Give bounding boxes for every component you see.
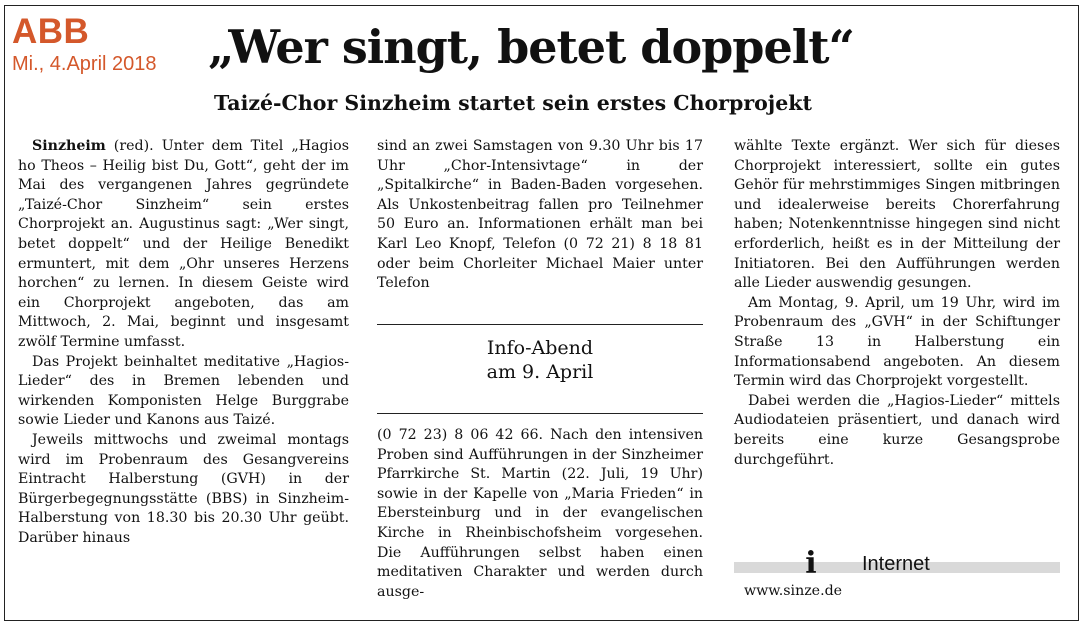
article-column-2-top <box>377 137 703 294</box>
publication-date: Mi., 4.April 2018 <box>12 53 157 75</box>
publication-source <box>12 12 157 76</box>
info-box <box>377 324 703 414</box>
article-column-1 <box>18 137 349 548</box>
paragraph-text: (red). Unter dem Titel „Hagios ho Theos – Heilig bist Du, Gott“, geht der im Mai des vergangenen Jahres gegründete „Taizé-Chor Sinzheim“ sein erstes Chorprojekt an. Augustinus sagt: „Wer singt, betet doppelt“ und der Heilige Benedikt ermuntert, mit dem „Ohr unseres Herzens horchen“ zu lernen. In diesem Geiste wird ein Chorprojekt angeboten, das am Mittwoch, 2. Mai, beginnt und insgesamt zwölf Termine umfasst. <box>18 138 349 350</box>
dateline-place: Sinzheim <box>32 138 106 154</box>
paragraph <box>18 137 349 353</box>
publication-name: ABB <box>12 12 90 51</box>
paragraph: (0 72 23) 8 06 42 66. Nach den intensiven Proben sind Aufführungen in der Sinzheimer Pfarrkirche St. Martin (22. Juli, 19 Uhr) sowie in der Kapelle von „Maria Frieden“ in Ebersteinburg und in der evangelischen Kirche in Rheinbischofsheim vorgesehen. Die Aufführungen selbst haben einen meditativen Charakter und werden durch ausge- <box>377 427 703 600</box>
paragraph: Dabei werden die „Hagios-Lieder“ mittels Audiodateien präsentiert, und danach wird bereits eine kurze Gesangsprobe durchgeführt. <box>734 392 1060 468</box>
info-box-line-1: Info-Abend <box>486 337 594 359</box>
headline: „Wer singt, betet doppelt“ <box>208 20 854 74</box>
info-box-line-2: am 9. April <box>486 361 594 383</box>
subheadline: Taizé-Chor Sinzheim startet sein erstes Chorprojekt <box>214 91 812 115</box>
internet-url[interactable]: www.sinze.de <box>744 583 843 599</box>
article-column-3 <box>734 137 1060 470</box>
paragraph: Am Montag, 9. April, um 19 Uhr, wird im Probenraum des „GVH“ in der Schiftunger Straße 13 in Halberstung ein Informationsabend angeboten. An diesem Termin wird das Chorprojekt vorgestellt. <box>734 294 1060 390</box>
paragraph: wählte Texte ergänzt. Wer sich für dieses Chorprojekt interessiert, sollte ein gutes Gehör für mehrstimmiges Singen mitbringen und idealerweise bereits Chorerfahrung haben; Notenkenntnisse hingegen sind nicht erforderlich, heißt es in der Mitteilung der Initiatoren. Bei den Aufführungen werden alle Lieder auswendig gesungen. <box>734 138 1060 292</box>
article-column-2-bottom <box>377 426 703 602</box>
paragraph: Das Projekt beinhaltet meditative „Hagios-Lieder“ des in Bremen lebenden und wirkenden Komponisten Helge Burggrabe sowie Lieder und Kanons aus Taizé. <box>18 353 349 429</box>
paragraph: sind an zwei Samstagen von 9.30 Uhr bis 17 Uhr „Chor-Intensivtage“ in der „Spitalkirche“ in Baden-Baden vorgesehen. Als Unkostenbeitrag fallen pro Teilnehmer 50 Euro an. Informationen erhält man bei Karl Leo Knopf, Telefon (0 72 21) 8 18 81 oder beim Chorleiter Michael Maier unter Telefon <box>377 138 703 292</box>
paragraph: Jeweils mittwochs und zweimal montags wird im Probenraum des Gesangvereins Eintracht Halberstung (GVH) in der Bürgerbegegnungsstätte (BBS) in Sinzheim-Halberstung von 18.30 bis 20.30 Uhr geübt. Darüber hinaus <box>18 431 349 546</box>
internet-label: Internet <box>862 553 930 575</box>
info-i-icon: i <box>805 546 817 581</box>
